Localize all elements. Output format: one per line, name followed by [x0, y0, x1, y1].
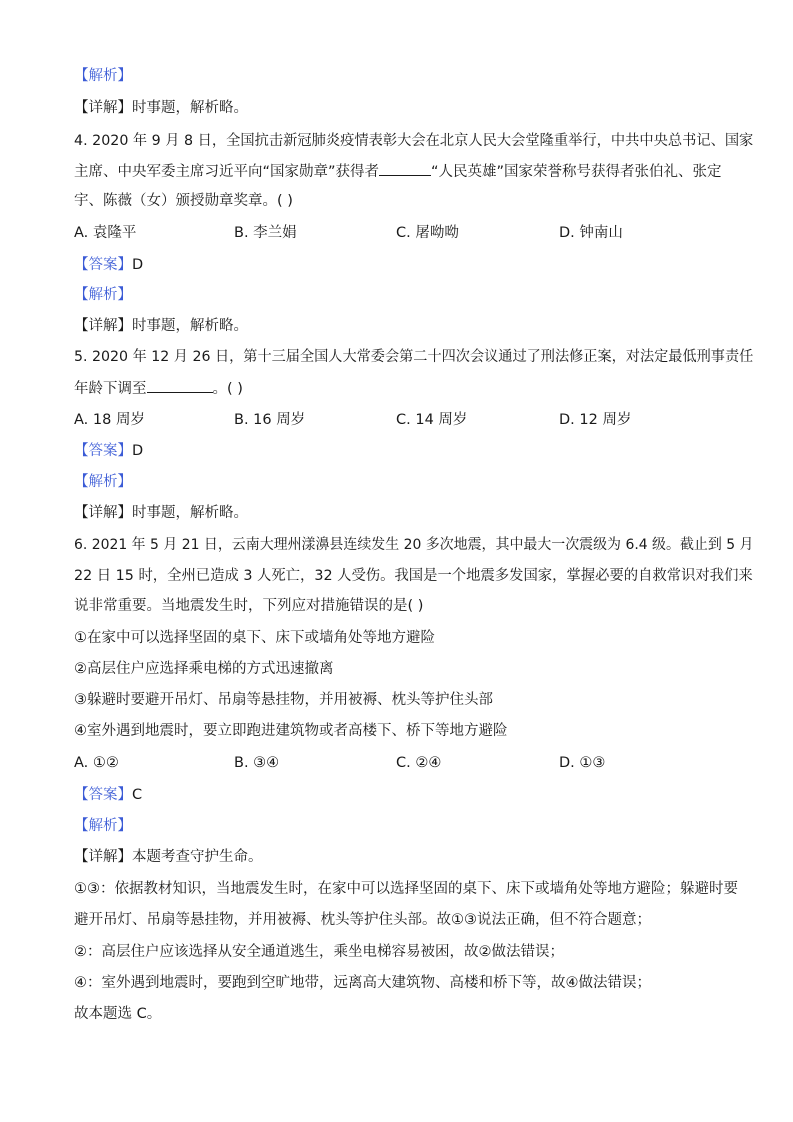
q6-statement-2: ②高层住户应选择乘电梯的方式迅速撤离: [74, 661, 334, 677]
option-c: C. 14 周岁: [396, 412, 468, 428]
q5-detail: 【详解】时事题，解析略。: [74, 505, 248, 521]
q6-analysis-tag: 【解析】: [74, 818, 132, 834]
q6-explain-3: ②：高层住户应该选择从安全通道逃生，乘坐电梯容易被困，故②做法错误；: [74, 944, 564, 960]
analysis-tag: 【解析】: [74, 68, 132, 84]
option-a: A. 18 周岁: [74, 412, 145, 428]
q6-statement-4: ④室外遇到地震时，要立即跑进建筑物或者高楼下、桥下等地方避险: [74, 723, 508, 739]
q4-answer: 【答案】D: [74, 257, 144, 273]
option-a: A. 袁隆平: [74, 225, 137, 241]
option-a: A. ①②: [74, 755, 119, 771]
q5-line-1: 5. 2020 年 12 月 26 日，第十三届全国人大常委会第二十四次会议通过了刑法修正案，对法定最低刑事责任: [74, 349, 754, 365]
q6-explain-4: ④：室外遇到地震时，要跑到空旷地带，远离高大建筑物、高楼和桥下等，故④做法错误；: [74, 975, 651, 991]
q4-line-3: 宇、陈薇（女）颁授勋章奖章。( ): [74, 193, 293, 209]
option-d: D. ①③: [559, 755, 606, 771]
q5-analysis-tag: 【解析】: [74, 474, 132, 490]
q6-answer: 【答案】C: [74, 787, 143, 803]
q4-detail: 【详解】时事题，解析略。: [74, 318, 248, 334]
q4-analysis-tag: 【解析】: [74, 287, 132, 303]
q6-statement-1: ①在家中可以选择坚固的桌下、床下或墙角处等地方避险: [74, 630, 435, 646]
detail-line: 【详解】时事题，解析略。: [74, 100, 248, 116]
option-b: B. ③④: [234, 755, 280, 771]
q6-line-1: 6. 2021 年 5 月 21 日，云南大理州漾濞县连续发生 20 多次地震，其中最大一次震级为 6.4 级。截止到 5 月: [74, 537, 754, 553]
q6-statement-3: ③躲避时要避开吊灯、吊扇等悬挂物，并用被褥、枕头等护住头部: [74, 692, 493, 708]
q6-conclusion: 故本题选 C。: [74, 1006, 162, 1022]
q6-detail: 【详解】本题考查守护生命。: [74, 849, 263, 865]
q4-line-1: 4. 2020 年 9 月 8 日，全国抗击新冠肺炎疫情表彰大会在北京人民大会堂隆重举行，中共中央总书记、国家: [74, 133, 754, 149]
option-c: C. ②④: [396, 755, 442, 771]
option-d: D. 12 周岁: [559, 412, 632, 428]
q6-line-3: 说非常重要。当地震发生时，下列应对措施错误的是( ): [74, 598, 424, 614]
option-b: B. 李兰娟: [234, 225, 297, 241]
option-b: B. 16 周岁: [234, 412, 306, 428]
fill-blank: [147, 378, 213, 393]
q5-answer: 【答案】D: [74, 443, 144, 459]
q6-explain-1: ①③：依据教材知识，当地震发生时，在家中可以选择坚固的桌下、床下或墙角处等地方避险；躲避时要: [74, 881, 738, 897]
q5-line-2: 年龄下调至 。( ): [74, 378, 243, 399]
option-c: C. 屠呦呦: [396, 225, 459, 241]
fill-blank: [379, 161, 431, 176]
q6-explain-2: 避开吊灯、吊扇等悬挂物，并用被褥、枕头等护住头部。故①③说法正确，但不符合题意；: [74, 912, 651, 928]
q4-line-2: 主席、中央军委主席习近平向“国家勋章”获得者 “人民英雄”国家荣誉称号获得者张伯礼、张定: [74, 161, 722, 182]
option-d: D. 钟南山: [559, 225, 623, 241]
q6-line-2: 22 日 15 时，全州已造成 3 人死亡，32 人受伤。我国是一个地震多发国家，掌握必要的自救常识对我们来: [74, 568, 753, 584]
